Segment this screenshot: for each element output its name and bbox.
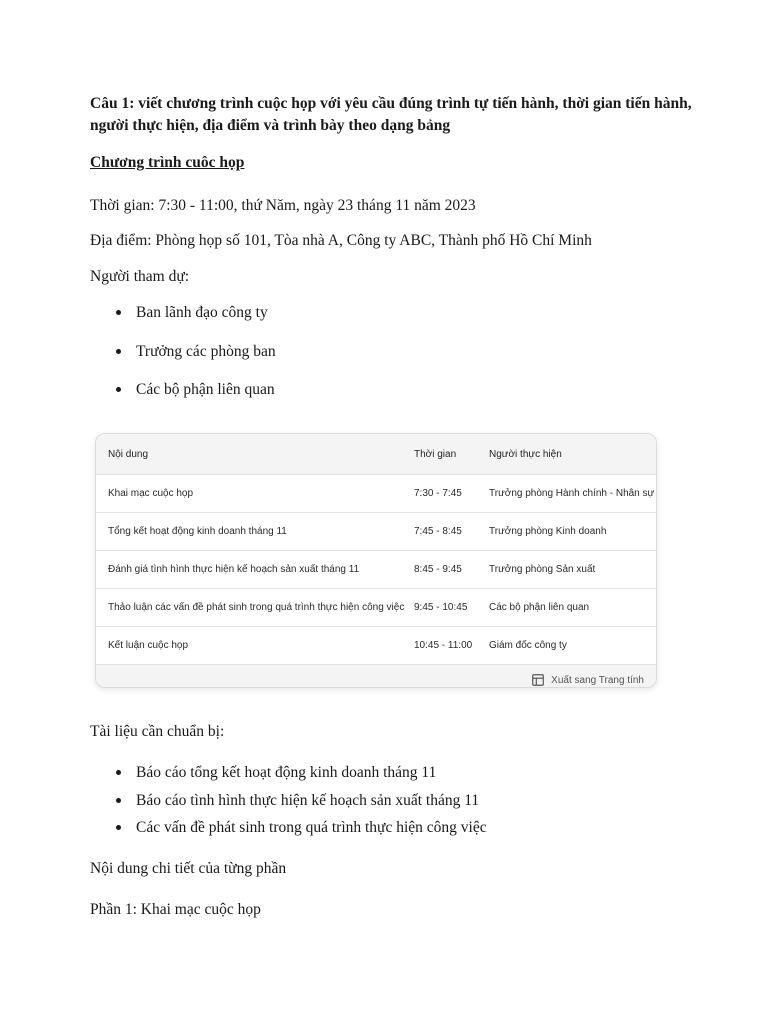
table-row: Tổng kết hoạt động kinh doanh tháng 11 7:45 - 8:45 Trưởng phòng Kinh doanh xyxy=(96,513,656,551)
attendees-list xyxy=(90,303,276,419)
section-heading: Chương trình cuôc họp xyxy=(90,154,245,171)
bullet-icon xyxy=(116,770,121,775)
details-label: Nội dung chi tiết của từng phần xyxy=(90,860,287,877)
attendees-label: Người tham dự: xyxy=(90,268,190,285)
schedule-table xyxy=(95,433,657,688)
export-label: Xuất sang Trang tính xyxy=(551,674,644,686)
bullet-icon xyxy=(116,349,121,354)
table-row: Thảo luận các vấn đề phát sinh trong quá trình thực hiện công việc 9:45 - 10:45 Các bộ phận liên quan xyxy=(96,589,656,627)
table-icon xyxy=(532,674,544,686)
question-text: Câu 1: viết chương trình cuộc họp với yêu cầu đúng trình tự tiến hành, thời gian tiến hành, người thực hiện, địa điểm và trình bày theo dạng bảng xyxy=(90,95,692,134)
header-content: Nội dung xyxy=(108,448,149,460)
list-item: Trưởng các phòng ban xyxy=(90,342,276,362)
meeting-location: Địa điểm: Phòng họp số 101, Tòa nhà A, Công ty ABC, Thành phố Hồ Chí Minh xyxy=(90,232,592,249)
header-performer: Người thực hiện xyxy=(489,448,562,460)
bullet-icon xyxy=(116,825,121,830)
list-item: Báo cáo tình hình thực hiện kế hoạch sản xuất tháng 11 xyxy=(90,791,487,811)
list-item: Báo cáo tổng kết hoạt động kinh doanh tháng 11 xyxy=(90,763,487,783)
export-to-sheets-button[interactable] xyxy=(532,665,644,688)
header-time: Thời gian xyxy=(414,448,457,460)
documents-list xyxy=(90,763,487,846)
documents-label: Tài liệu cần chuẩn bị: xyxy=(90,723,225,740)
bullet-icon xyxy=(116,310,121,315)
list-item: Các bộ phận liên quan xyxy=(90,380,276,400)
table-row: Khai mạc cuộc họp 7:30 - 7:45 Trưởng phòng Hành chính - Nhân sự xyxy=(96,475,656,513)
meeting-time: Thời gian: 7:30 - 11:00, thứ Năm, ngày 23 tháng 11 năm 2023 xyxy=(90,197,476,214)
table-footer xyxy=(96,665,656,688)
table-header-row xyxy=(96,434,656,475)
table-row: Kết luận cuộc họp 10:45 - 11:00 Giám đốc công ty xyxy=(96,627,656,665)
bullet-icon xyxy=(116,798,121,803)
list-item: Các vấn đề phát sinh trong quá trình thực hiện công việc xyxy=(90,818,487,838)
part-1-title: Phần 1: Khai mạc cuộc họp xyxy=(90,901,261,918)
bullet-icon xyxy=(116,387,121,392)
list-item: Ban lãnh đạo công ty xyxy=(90,303,276,323)
table-row: Đánh giá tình hình thực hiện kế hoạch sản xuất tháng 11 8:45 - 9:45 Trưởng phòng Sản xuất xyxy=(96,551,656,589)
